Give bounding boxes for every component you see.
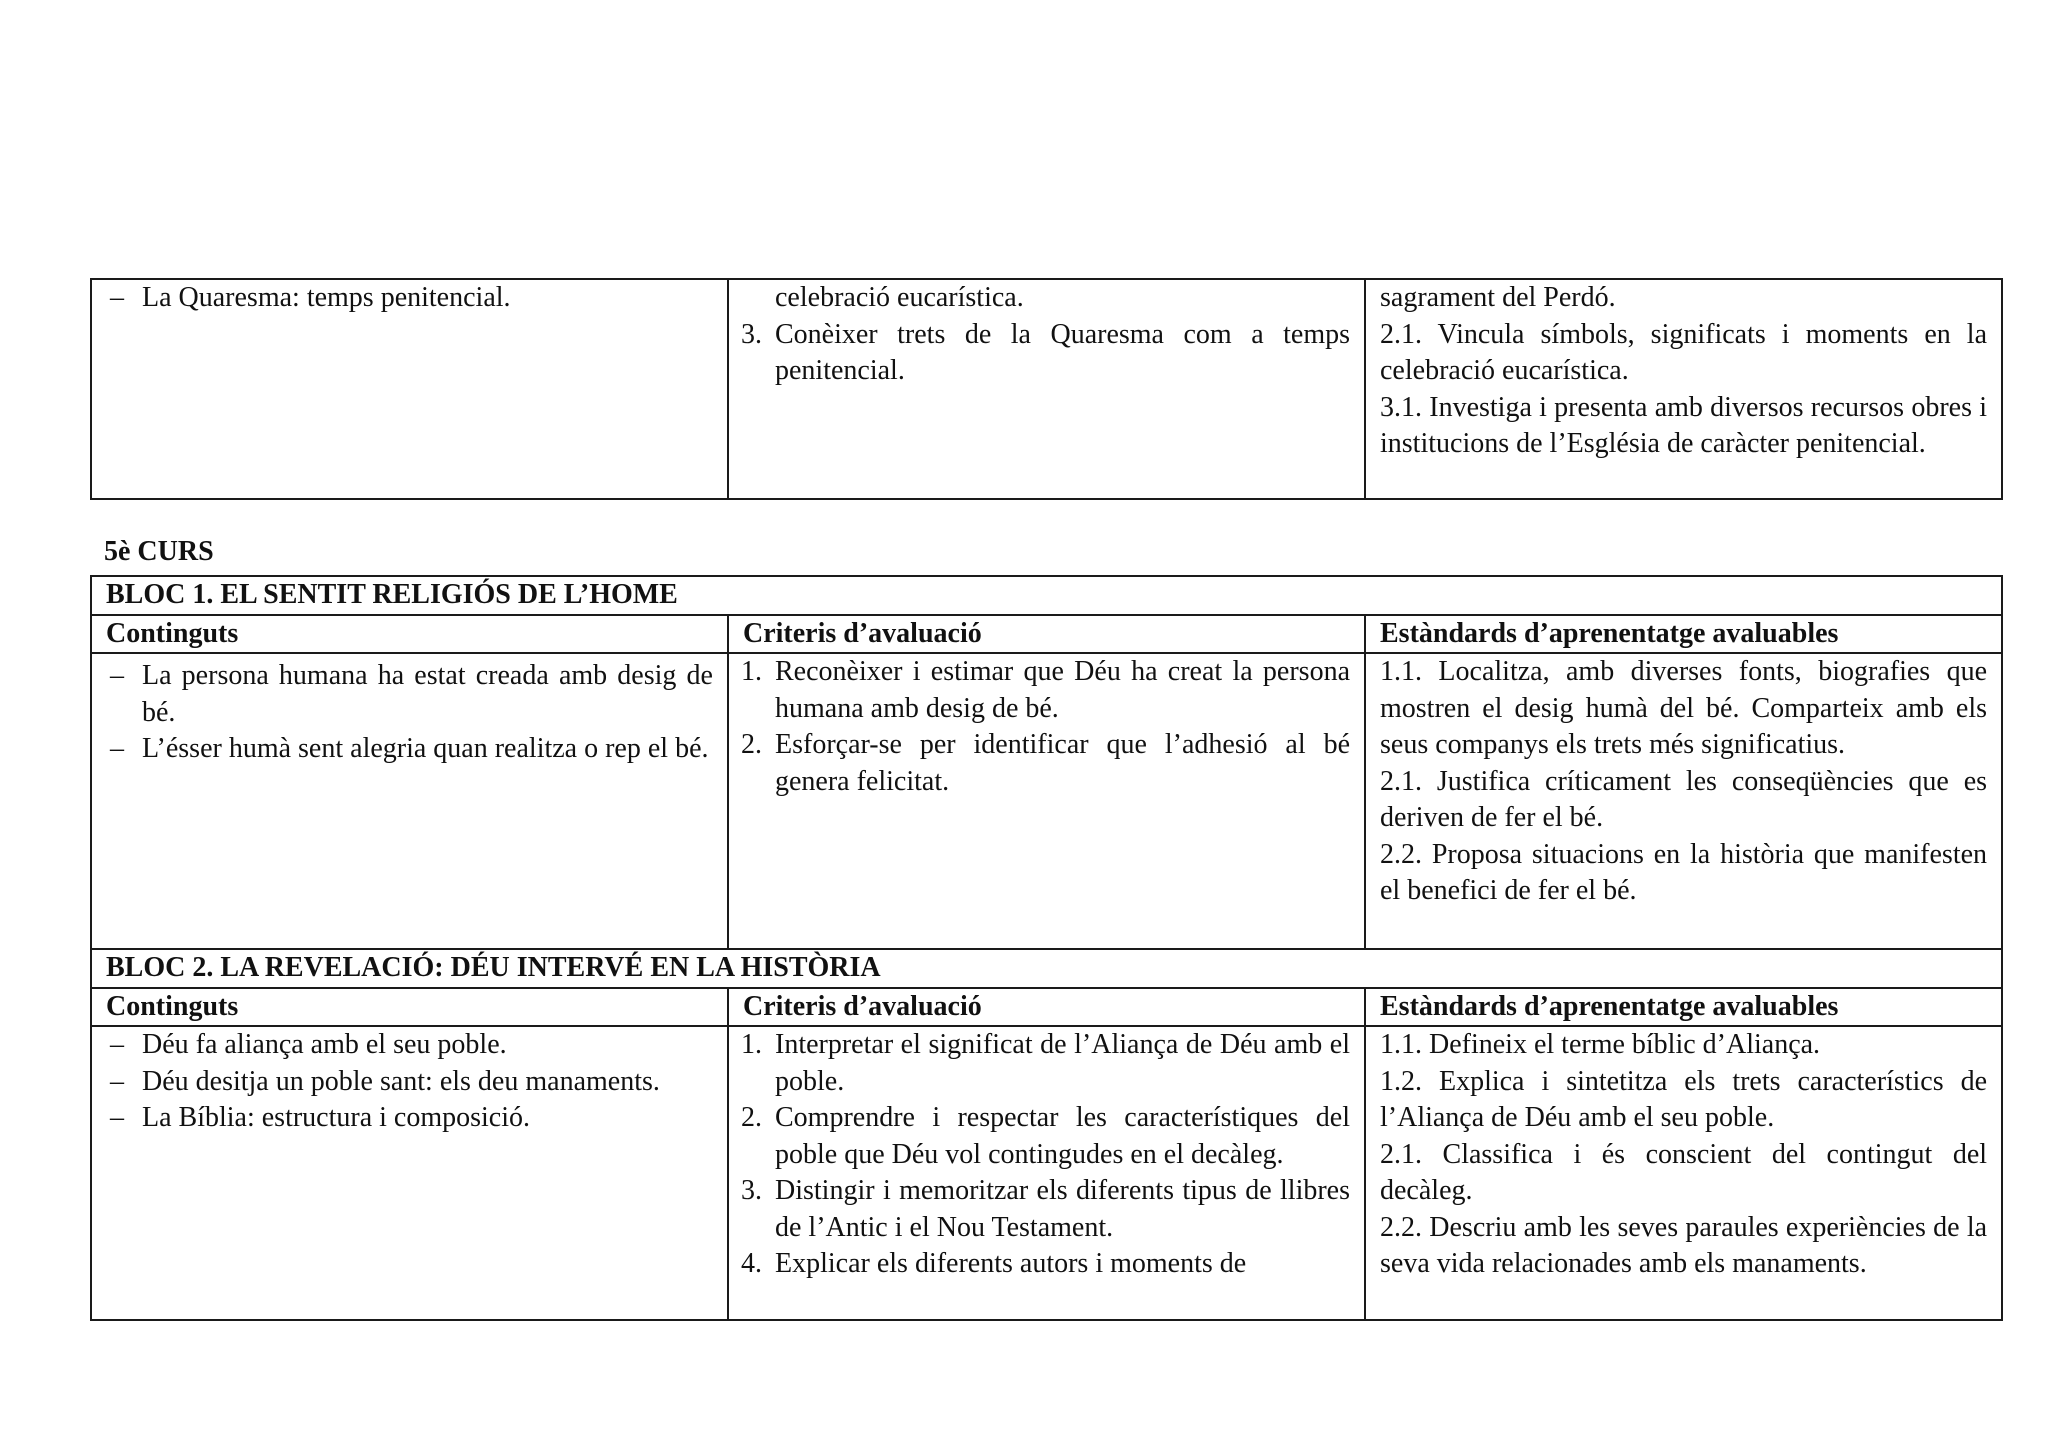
table-previous-course-continuation bbox=[90, 278, 2003, 500]
standards-cell bbox=[1365, 653, 2002, 949]
item-text: Comprendre i respectar les característiques del poble que Déu vol contingudes en el decàleg. bbox=[775, 1102, 1350, 1170]
table-row bbox=[91, 279, 2002, 499]
header-contents: Continguts bbox=[91, 615, 728, 654]
item-number: 3. bbox=[741, 318, 762, 350]
standard-item: 1.1. Defineix el terme bíblic d’Aliança. bbox=[1380, 1029, 1821, 1060]
list-item: – Déu desitja un poble sant: els deu manaments. bbox=[142, 1064, 713, 1101]
item-text: Explicar els diferents autors i moments de bbox=[775, 1248, 1247, 1279]
column-header-row bbox=[91, 988, 2002, 1027]
standard-item: sagrament del Perdó. bbox=[1380, 282, 1616, 313]
contents-list bbox=[106, 280, 713, 317]
bloc-title-row bbox=[91, 949, 2002, 988]
standard-item: 2.2. Descriu amb les seves paraules experiències de la seva vida relacionades amb els manaments. bbox=[1380, 1211, 1988, 1279]
item-number: 1. bbox=[741, 656, 762, 687]
contents-list bbox=[106, 1027, 713, 1137]
contents-cell bbox=[91, 1026, 728, 1320]
list-item: celebració eucarística. bbox=[775, 282, 1024, 313]
criteria-list bbox=[743, 1027, 1350, 1283]
table-row bbox=[91, 1026, 2002, 1320]
list-item bbox=[741, 727, 1350, 800]
item-text: Interpretar el significat de l’Aliança de Déu amb el poble. bbox=[775, 1029, 1350, 1097]
criteria-cell bbox=[728, 279, 1365, 499]
item-number: 2. bbox=[741, 1102, 762, 1133]
standard-item: 2.2. Proposa situacions en la història que manifesten el benefici de fer el bé. bbox=[1380, 838, 1988, 906]
header-criteria: Criteris d’avaluació bbox=[728, 615, 1365, 654]
standard-item: 2.1. Classifica i és conscient del contingut del decàleg. bbox=[1380, 1138, 1988, 1206]
item-text: Distingir i memoritzar els diferents tipus de llibres de l’Antic i el Nou Testament. bbox=[775, 1175, 1350, 1243]
item-number: 1. bbox=[741, 1029, 762, 1060]
column-header-row bbox=[91, 615, 2002, 654]
item-number: 4. bbox=[741, 1248, 762, 1279]
course-title: 5è CURS bbox=[104, 536, 214, 567]
item-text: Esforçar-se per identificar que l’adhesió al bé genera felicitat. bbox=[775, 729, 1350, 797]
list-item bbox=[741, 1246, 1350, 1283]
standards-cell bbox=[1365, 1026, 2002, 1320]
criteria-list bbox=[743, 280, 1350, 390]
criteria-list bbox=[743, 654, 1350, 800]
list-item: – L’ésser humà sent alegria quan realitza o rep el bé. bbox=[142, 731, 713, 768]
contents-cell bbox=[91, 279, 728, 499]
criteria-cell bbox=[728, 653, 1365, 949]
list-item: – La persona humana ha estat creada amb desig de bé. bbox=[142, 658, 713, 731]
list-item bbox=[741, 1173, 1350, 1246]
contents-list bbox=[106, 658, 713, 768]
list-item: – La Bíblia: estructura i composició. bbox=[142, 1100, 713, 1137]
list-item bbox=[741, 317, 1350, 390]
list-item: – Déu fa aliança amb el seu poble. bbox=[142, 1027, 713, 1064]
item-number: 3. bbox=[741, 1175, 762, 1206]
table-5e-curs bbox=[90, 575, 2003, 1321]
criteria-cell bbox=[728, 1026, 1365, 1320]
header-criteria: Criteris d’avaluació bbox=[728, 988, 1365, 1027]
header-contents: Continguts bbox=[91, 988, 728, 1027]
table-row bbox=[91, 653, 2002, 949]
standards-cell bbox=[1365, 279, 2002, 499]
standard-item: 1.2. Explica i sintetitza els trets característics de l’Aliança de Déu amb el seu poble. bbox=[1380, 1065, 1988, 1133]
item-text: Conèixer trets de la Quaresma com a temps penitencial. bbox=[775, 318, 1350, 386]
item-number: 2. bbox=[741, 729, 762, 760]
bloc-title-row bbox=[91, 576, 2002, 615]
standard-item: 2.1. Vincula símbols, significats i moments en la celebració eucarística. bbox=[1380, 318, 1987, 386]
header-standards: Estàndards d’aprenentatge avaluables bbox=[1365, 615, 2002, 654]
contents-cell bbox=[91, 653, 728, 949]
header-standards: Estàndards d’aprenentatge avaluables bbox=[1365, 988, 2002, 1027]
standard-item: 1.1. Localitza, amb diverses fonts, biografies que mostren el desig humà del bé. Comparteix amb els seus companys els trets més significatius. bbox=[1380, 656, 1988, 760]
bloc-title: BLOC 2. LA REVELACIÓ: DÉU INTERVÉ EN LA HISTÒRIA bbox=[91, 949, 2002, 988]
list-item bbox=[741, 654, 1350, 727]
standard-item: 2.1. Justifica críticament les conseqüències que es deriven de fer el bé. bbox=[1380, 765, 1988, 833]
bloc-title: BLOC 1. EL SENTIT RELIGIÓS DE L’HOME bbox=[91, 576, 2002, 615]
item-text: Reconèixer i estimar que Déu ha creat la persona humana amb desig de bé. bbox=[775, 656, 1350, 724]
list-item bbox=[741, 1100, 1350, 1173]
list-item bbox=[741, 1027, 1350, 1100]
standard-item: 3.1. Investiga i presenta amb diversos recursos obres i institucions de l’Església de caràcter penitencial. bbox=[1380, 391, 1987, 459]
list-item: – La Quaresma: temps penitencial. bbox=[142, 280, 713, 317]
